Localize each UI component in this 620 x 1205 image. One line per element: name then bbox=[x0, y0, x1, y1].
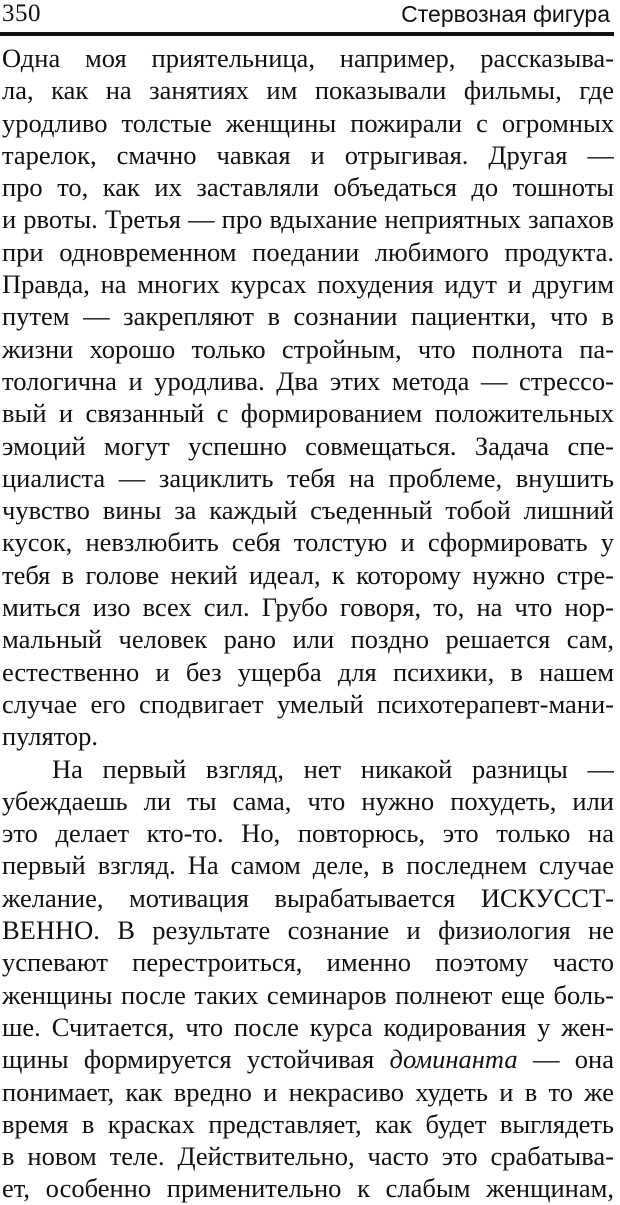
text-line: Правда, на многих курсах похудения идут и другим bbox=[2, 269, 614, 300]
text-line: чувство вины за каждый съеденный тобой лишний bbox=[2, 495, 614, 526]
text-line: убеждаешь ли ты сама, что нужно похудеть, или bbox=[2, 785, 614, 816]
text-line: тологична и уродлива. Два этих метода — стрессо- bbox=[2, 365, 614, 396]
text-line-with-emphasis bbox=[2, 1043, 614, 1075]
text-line: женщины после таких семинаров полнеют еще боль- bbox=[2, 979, 614, 1010]
text-line: мальный человек рано или поздно решается сам, bbox=[2, 624, 614, 655]
text-line: Одна моя приятельница, например, рассказыва- bbox=[2, 43, 614, 73]
page-number: 350 bbox=[2, 0, 41, 27]
header-rule bbox=[0, 32, 614, 36]
text-line: время в красках представляет, как будет выглядеть bbox=[2, 1108, 614, 1139]
text-line: эмоций могут успешно совмещаться. Задача спе- bbox=[2, 430, 614, 461]
text-line: при одновременном поедании любимого продукта. bbox=[2, 236, 614, 267]
text-line: понимает, как вредно и некрасиво худеть и в то же bbox=[2, 1076, 614, 1107]
text-line: успевают перестроиться, именно поэтому часто bbox=[2, 947, 614, 978]
text-line: ла, как на занятиях им показывали фильмы, где bbox=[2, 75, 614, 106]
text-line: тебя в голове некий идеал, к которому нужно стре- bbox=[2, 559, 614, 590]
text-line: случае его сподвигает умелый психотерапевт-мани- bbox=[2, 688, 614, 719]
text-line: и рвоты. Третья — про вдыхание неприятных запахов bbox=[2, 204, 614, 235]
running-title: Стервозная фигура bbox=[401, 1, 610, 27]
text-line: На первый взгляд, нет никакой разницы — bbox=[52, 753, 614, 784]
body-text bbox=[2, 42, 614, 1205]
text-line: путем — закрепляют в сознании пациентки, что в bbox=[2, 301, 614, 332]
text-line: вый и связанный с формированием положительных bbox=[2, 398, 614, 429]
text-line: уродливо толстые женщины пожирали с огромных bbox=[2, 107, 614, 138]
emphasized-term: доминанта bbox=[389, 1044, 518, 1075]
page-header bbox=[0, 0, 612, 28]
paragraph-1 bbox=[2, 42, 614, 753]
text-line: первый взгляд. На самом деле, в последнем случае bbox=[2, 850, 614, 881]
text-line: ше. Считается, что после курса кодирования у жен- bbox=[2, 1011, 614, 1042]
text-line: пулятор. bbox=[2, 721, 99, 752]
text-line: это делает кто-то. Но, повторюсь, это только на bbox=[2, 818, 614, 849]
text-line: ВЕННО. В результате сознание и физиология не bbox=[2, 915, 614, 946]
text-line: про то, как их заставляли объедаться до тошноты bbox=[2, 172, 614, 203]
text-line: миться изо всех сил. Грубо говоря, то, на что нор- bbox=[2, 592, 614, 623]
text-line: в новом теле. Действительно, часто это срабатыва- bbox=[2, 1141, 614, 1172]
text-line: тарелок, смачно чавкая и отрыгивая. Другая — bbox=[2, 139, 614, 170]
text-line: ет, особенно применительно к слабым женщинам, bbox=[2, 1173, 614, 1204]
text-line: желание, мотивация вырабатывается ИСКУССТ- bbox=[2, 882, 614, 913]
text-line: кусок, невзлюбить себя толстую и сформировать у bbox=[2, 527, 614, 558]
text-line: циалиста — зациклить тебя на проблеме, внушить bbox=[2, 462, 614, 493]
paragraph-2 bbox=[2, 753, 614, 1205]
text-span: — она bbox=[517, 1044, 614, 1075]
text-line: жизни хорошо только стройным, что полнота па- bbox=[2, 333, 614, 364]
text-span: щины формируется устойчивая bbox=[2, 1044, 390, 1075]
text-line: естественно и без ущерба для психики, в нашем bbox=[2, 656, 614, 687]
